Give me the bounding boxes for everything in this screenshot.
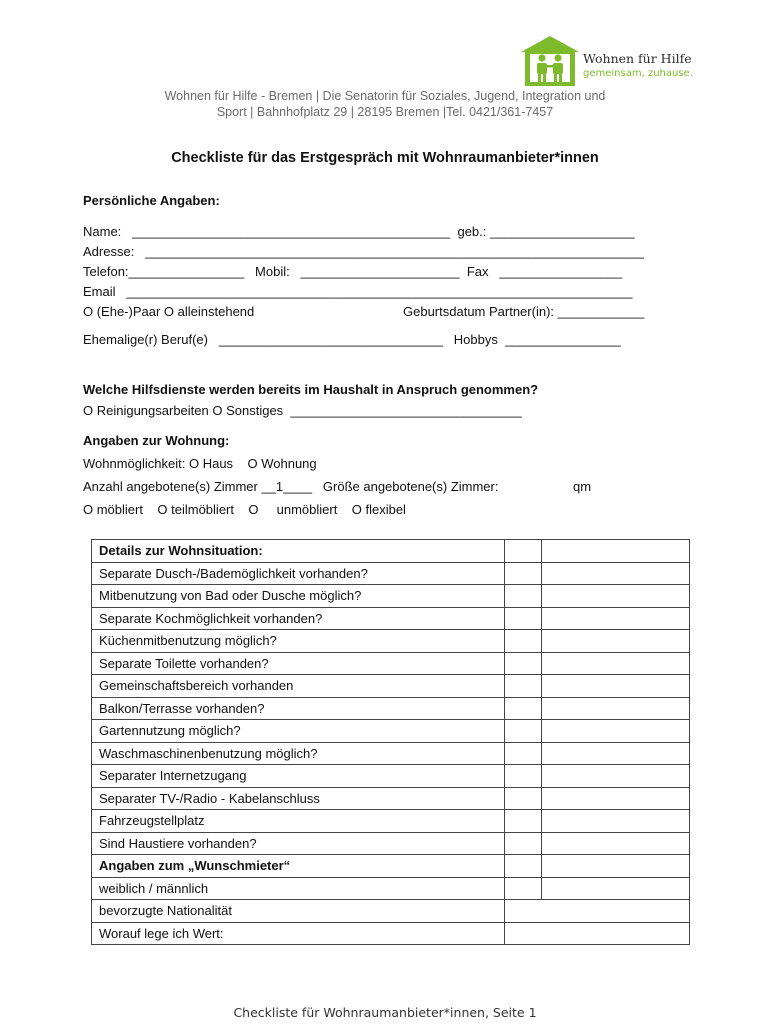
table-answer-cell[interactable] bbox=[505, 720, 542, 743]
rooms-line: Anzahl angebotene(s) Zimmer __1____ Größe angebotene(s) Zimmer: bbox=[83, 479, 499, 494]
table-answer-cell[interactable] bbox=[542, 742, 690, 765]
table-row-label: Separate Kochmöglichkeit vorhanden? bbox=[92, 607, 505, 630]
table-answer-cell[interactable] bbox=[542, 675, 690, 698]
table-answer-cell[interactable] bbox=[542, 787, 690, 810]
phone-field-line: Telefon:________________ Mobil: ______________________ Fax _________________ bbox=[83, 264, 623, 279]
table-row-label: bevorzugte Nationalität bbox=[92, 900, 505, 923]
table-row-label: Sind Haustiere vorhanden? bbox=[92, 832, 505, 855]
table-row-label: Details zur Wohnsituation: bbox=[92, 540, 505, 563]
table-row-label: Mitbenutzung von Bad oder Dusche möglich? bbox=[92, 585, 505, 608]
services-options: O Reinigungsarbeiten O Sonstiges ________________________________ bbox=[83, 403, 522, 418]
table-row bbox=[92, 540, 690, 563]
furnished-line: O möbliert O teilmöbliert O unmöbliert O flexibel bbox=[83, 502, 406, 517]
table-row bbox=[92, 922, 690, 945]
table-answer-cell[interactable] bbox=[505, 922, 690, 945]
table-row bbox=[92, 877, 690, 900]
logo-title: Wohnen für Hilfe bbox=[583, 51, 692, 66]
table-row-label: weiblich / männlich bbox=[92, 877, 505, 900]
table-row bbox=[92, 855, 690, 878]
table-answer-cell[interactable] bbox=[505, 675, 542, 698]
table-row bbox=[92, 832, 690, 855]
personal-heading: Persönliche Angaben: bbox=[83, 193, 220, 208]
table-answer-cell[interactable] bbox=[505, 877, 542, 900]
table-row-label: Waschmaschinenbenutzung möglich? bbox=[92, 742, 505, 765]
table-answer-cell[interactable] bbox=[505, 630, 542, 653]
apartment-type-line: Wohnmöglichkeit: O Haus O Wohnung bbox=[83, 456, 317, 471]
email-field-line: Email ______________________________________________________________________ bbox=[83, 284, 633, 299]
details-table bbox=[91, 539, 690, 945]
table-answer-cell[interactable] bbox=[505, 652, 542, 675]
table-row-label: Separate Toilette vorhanden? bbox=[92, 652, 505, 675]
address-field-line: Adresse: _____________________________________________________________________ bbox=[83, 244, 645, 259]
logo-subtitle: gemeinsam, zuhause. bbox=[583, 68, 693, 79]
table-answer-cell[interactable] bbox=[542, 607, 690, 630]
table-row-label: Separater TV-/Radio - Kabelanschluss bbox=[92, 787, 505, 810]
table-row-label: Angaben zum „Wunschmieter“ bbox=[92, 855, 505, 878]
header-address-line-1: Wohnen für Hilfe - Bremen | Die Senatorin für Soziales, Jugend, Integration und bbox=[164, 89, 606, 103]
table-row bbox=[92, 900, 690, 923]
table-answer-cell[interactable] bbox=[542, 630, 690, 653]
table-row bbox=[92, 675, 690, 698]
table-answer-cell[interactable] bbox=[542, 540, 690, 563]
table-answer-cell[interactable] bbox=[542, 855, 690, 878]
table-answer-cell[interactable] bbox=[542, 562, 690, 585]
table-row-label: Gartennutzung möglich? bbox=[92, 720, 505, 743]
table-row-label: Separater Internetzugang bbox=[92, 765, 505, 788]
table-row bbox=[92, 585, 690, 608]
table-row-label: Küchenmitbenutzung möglich? bbox=[92, 630, 505, 653]
table-row bbox=[92, 720, 690, 743]
table-row bbox=[92, 562, 690, 585]
table-answer-cell[interactable] bbox=[505, 900, 690, 923]
table-row bbox=[92, 697, 690, 720]
table-answer-cell[interactable] bbox=[542, 585, 690, 608]
table-answer-cell[interactable] bbox=[542, 652, 690, 675]
table-answer-cell[interactable] bbox=[505, 787, 542, 810]
table-answer-cell[interactable] bbox=[542, 765, 690, 788]
table-answer-cell[interactable] bbox=[505, 585, 542, 608]
table-answer-cell[interactable] bbox=[505, 742, 542, 765]
job-hobbies-line: Ehemalige(r) Beruf(e) _______________________________ Hobbys ________________ bbox=[83, 332, 621, 347]
table-answer-cell[interactable] bbox=[542, 877, 690, 900]
table-answer-cell[interactable] bbox=[505, 562, 542, 585]
table-answer-cell[interactable] bbox=[542, 720, 690, 743]
table-row bbox=[92, 787, 690, 810]
table-answer-cell[interactable] bbox=[542, 697, 690, 720]
services-heading: Welche Hilfsdienste werden bereits im Haushalt in Anspruch genommen? bbox=[83, 382, 539, 397]
size-unit: qm bbox=[573, 479, 592, 494]
table-row-label: Balkon/Terrasse vorhanden? bbox=[92, 697, 505, 720]
table-answer-cell[interactable] bbox=[542, 832, 690, 855]
table-row bbox=[92, 630, 690, 653]
table-answer-cell[interactable] bbox=[505, 765, 542, 788]
logo bbox=[521, 36, 711, 88]
table-answer-cell[interactable] bbox=[505, 607, 542, 630]
table-answer-cell[interactable] bbox=[505, 855, 542, 878]
table-answer-cell[interactable] bbox=[542, 810, 690, 833]
table-row-label: Fahrzeugstellplatz bbox=[92, 810, 505, 833]
header-address-line-2: Sport | Bahnhofplatz 29 | 28195 Bremen |Tel. 0421/361-7457 bbox=[216, 105, 554, 119]
table-row-label: Separate Dusch-/Bademöglichkeit vorhanden? bbox=[92, 562, 505, 585]
house-two-people-icon bbox=[521, 36, 579, 88]
table-answer-cell[interactable] bbox=[505, 697, 542, 720]
document-title: Checkliste für das Erstgespräch mit Wohnraumanbieter*innen bbox=[171, 150, 599, 166]
table-answer-cell[interactable] bbox=[505, 540, 542, 563]
table-row bbox=[92, 765, 690, 788]
page-footer: Checkliste für Wohnraumanbieter*innen, Seite 1 bbox=[233, 1005, 537, 1020]
name-field-line: Name: ____________________________________________ geb.: ____________________ bbox=[83, 224, 635, 239]
table-row-label: Gemeinschaftsbereich vorhanden bbox=[92, 675, 505, 698]
table-row bbox=[92, 742, 690, 765]
table-row bbox=[92, 652, 690, 675]
marital-status-line: O (Ehe-)Paar O alleinstehend bbox=[83, 304, 255, 319]
table-row bbox=[92, 607, 690, 630]
apartment-heading: Angaben zur Wohnung: bbox=[83, 433, 230, 448]
table-row bbox=[92, 810, 690, 833]
partner-birthdate-line: Geburtsdatum Partner(in): ____________ bbox=[403, 304, 645, 319]
table-answer-cell[interactable] bbox=[505, 832, 542, 855]
table-answer-cell[interactable] bbox=[505, 810, 542, 833]
table-row-label: Worauf lege ich Wert: bbox=[92, 922, 505, 945]
